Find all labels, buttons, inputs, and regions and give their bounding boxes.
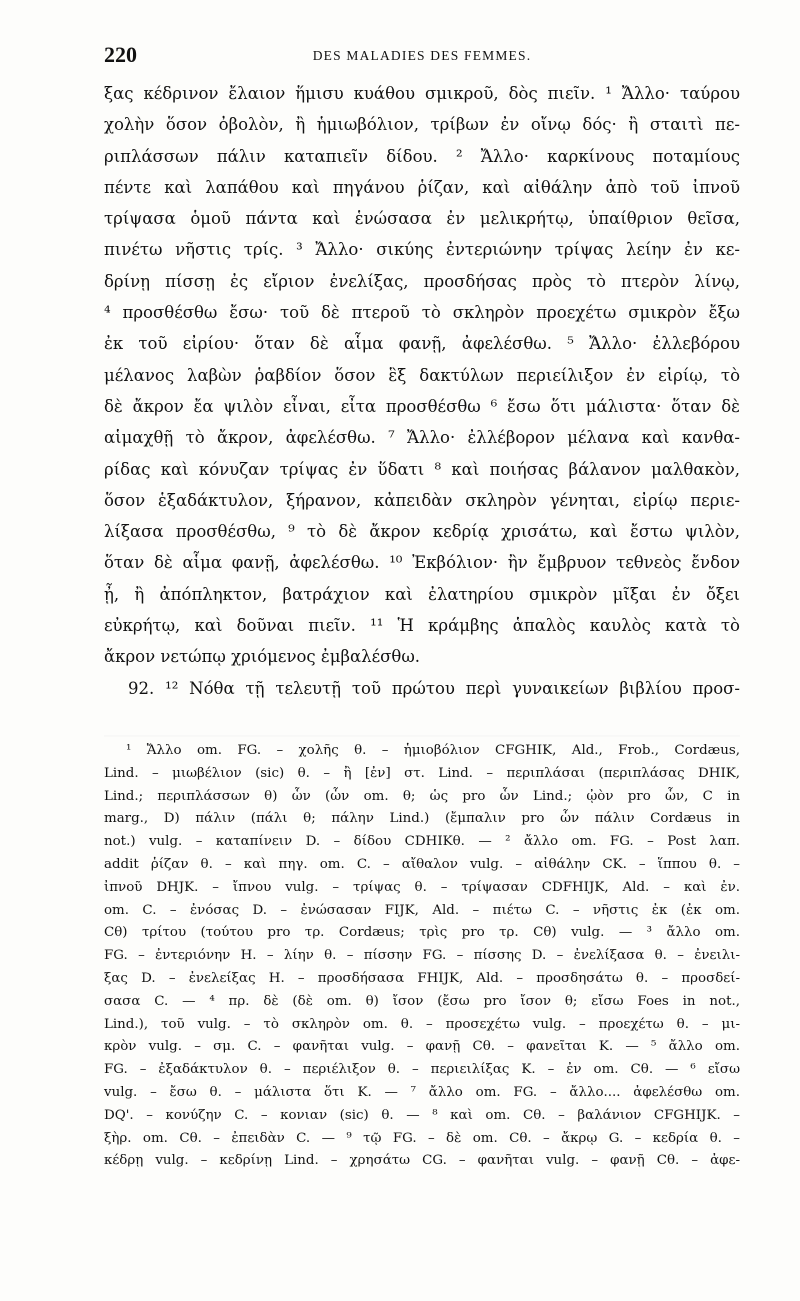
text-line: 92. ¹² Νόθα τῇ τελευτῇ τοῦ πρώτου περὶ γυναικείων βιβλίου προσ-: [128, 678, 740, 698]
text-line: ᾖ, ἢ ἀπόπληκτον, βατράχιον καὶ ἐλατηρίου σμικρὸν μῖξαι ἐν ὄξει: [104, 584, 740, 604]
running-title: DES MALADIES DES FEMMES.: [312, 48, 532, 63]
footnote-line: not.) vulg. – καταπίνειν D. – δίδου CDHIKθ. — ² ἄλλο om. FG. – Post λαπ.: [104, 834, 740, 850]
footnote-line: Cθ) τρίτου (τούτου pro τρ. Cordæus; τρὶς pro τρ. Cθ) vulg. — ³ ἄλλο om.: [104, 925, 740, 941]
text-line: ξας κέδρινον ἔλαιον ἥμισυ κυάθου σμικροῦ, δὸς πιεῖν. ¹ Ἄλλο· ταύρου: [104, 84, 740, 103]
footnote-line: Lind.), τοῦ vulg. – τὸ σκληρὸν om. θ. – προσεχέτω vulg. – προεχέτω θ. – μι-: [104, 1016, 740, 1032]
footnote-line: om. C. – ἐνόσας D. – ἐνώσασαν FIJK, Ald. – πιέτω C. – νῆστις ἐκ (ἐκ om.: [104, 902, 740, 918]
footnote-line: ξὴρ. om. Cθ. – ἐπειδὰν C. — ⁹ τῷ FG. – δὲ om. Cθ. – ἄκρῳ G. – κεδρία θ. –: [104, 1130, 740, 1146]
footnote-line: κέδρῃ vulg. – κεδρίνῃ Lind. – χρησάτω CG. – φανῆται vulg. – φανῇ Cθ. – ἀφε-: [104, 1153, 740, 1169]
text-line: πινέτω νῆστις τρίς. ³ Ἄλλο· σικύης ἐντεριώνην τρίψας λείην ἐν κε-: [104, 240, 740, 260]
text-line: εὐκρήτῳ, καὶ δοῦναι πιεῖν. ¹¹ Ἡ κράμβης ἁπαλὸς καυλὸς κατὰ τὸ: [104, 616, 740, 636]
text-line: ἐκ τοῦ εἰρίου· ὅταν δὲ αἷμα φανῇ, ἀφελέσθω. ⁵ Ἄλλο· ἐλλεβόρου: [104, 334, 740, 354]
footnote-line: ξας D. – ἐνελείξας H. – προσδήσασα FHIJK, Ald. – προσδησάτω θ. – προσδεί-: [104, 970, 740, 986]
text-line: λίξασα προσθέσθω, ⁹ τὸ δὲ ἄκρον κεδρίᾳ χρισάτω, καὶ ἔστω ψιλὸν,: [104, 522, 740, 542]
text-line: ριπλάσσων πάλιν καταπιεῖν δίδου. ² Ἄλλο· καρκίνους ποταμίους: [104, 146, 740, 166]
footnote-line: Lind.; περιπλάσσων θ) ὧν (ὧν om. θ; ὡς pro ὧν Lind.; ᾠὸν pro ὧν, C in: [104, 788, 740, 804]
footnote-line: FG. – ἐξαδάκτυλον θ. – περιέλιξον θ. – περιειλίξας K. – ἐν om. Cθ. — ⁶ εἴσω: [104, 1062, 740, 1078]
footnote-line: DQ'. – κονύζην C. – κονιαν (sic) θ. — ⁸ καὶ om. Cθ. – βαλάνιον CFGHIJK. –: [104, 1107, 740, 1123]
text-line: ρίδας καὶ κόνυζαν τρίψας ἐν ὕδατι ⁸ καὶ ποιήσας βάλανον μαλθακὸν,: [104, 459, 740, 479]
footnote-line: κρὸν vulg. – σμ. C. – φανῆται vulg. – φανῇ Cθ. – φανεῖται K. — ⁵ ἄλλο om.: [104, 1039, 740, 1055]
footnote-line: marg., D) πάλιν (πάλι θ; πάλην Lind.) (ἔμπαλιν pro ὧν πάλιν Cordæus in: [104, 811, 740, 827]
text-line: χολὴν ὅσον ὀβολὸν, ἢ ἡμιωβόλιον, τρίβων ἐν οἴνῳ δός· ἢ σταιτὶ πε-: [104, 115, 740, 135]
text-line: ἄκρον νετώπῳ χριόμενος ἐμβαλέσθω.: [104, 647, 421, 667]
footnote-line: vulg. – ἔσω θ. – μάλιστα ὅτι K. — ⁷ ἄλλο om. FG. – ἄλλο.... ἀφελέσθω om.: [104, 1084, 740, 1100]
footnote-line: Lind. – μιωβέλιον (sic) θ. – ἢ [ἐν] στ. Lind. – περιπλάσαι (περιπλάσας DHIK,: [104, 765, 740, 781]
text-line: αἱμαχθῇ τὸ ἄκρον, ἀφελέσθω. ⁷ Ἄλλο· ἐλλέβορον μέλανα καὶ κανθα-: [104, 428, 740, 448]
page-header: [104, 42, 740, 70]
footnote-line: ¹ Ἄλλο om. FG. – χολῆς θ. – ἡμιοβόλιον CFGHIK, Ald., Frob., Cordæus,: [126, 743, 740, 758]
text-line: ⁴ προσθέσθω ἔσω· τοῦ δὲ πτεροῦ τὸ σκληρὸν προεχέτω σμικρὸν ἔξω: [104, 303, 740, 323]
text-line: μέλανος λαβὼν ῥαβδίον ὅσον ἓξ δακτύλων περιείλιξον ἐν εἰρίῳ, τὸ: [104, 365, 740, 385]
footnote-line: FG. – ἐντεριόνην H. – λίην θ. – πίσσην FG. – πίσσης D. – ἐνελίξασα θ. – ἐνειλι-: [104, 948, 740, 964]
page-number: 220: [104, 42, 137, 67]
text-line: δὲ ἄκρον ἔα ψιλὸν εἶναι, εἶτα προσθέσθω ⁶ ἔσω ὅτι μάλιστα· ὅταν δὲ: [104, 396, 740, 416]
footnote-line: σασα C. — ⁴ πρ. δὲ (δὲ om. θ) ἴσον (ἔσω pro ἴσον θ; εἴσω Foes in not.,: [104, 993, 740, 1009]
footnote-line: ἰπνοῦ DHJK. – ἴπνου vulg. – τρίψας θ. – τρίψασαν CDFHIJK, Ald. – καὶ ἐν.: [104, 879, 740, 895]
footnote-rule: [104, 733, 740, 739]
footnote-line: addit ῥίζαν θ. – καὶ πηγ. om. C. – αἴθαλον vulg. – αἰθάλην CK. – ἵππου θ. –: [104, 856, 740, 872]
text-line: ὅσον ἑξαδάκτυλον, ξήρανον, κἀπειδὰν σκληρὸν γένηται, εἰρίῳ περιε-: [104, 490, 740, 510]
text-line: πέντε καὶ λαπάθου καὶ πηγάνου ῥίζαν, καὶ αἰθάλην ἀπὸ τοῦ ἰπνοῦ: [104, 177, 740, 197]
text-line: δρίνῃ πίσσῃ ἐς εἴριον ἐνελίξας, προσδήσας πρὸς τὸ πτερὸν λίνῳ,: [104, 271, 740, 291]
text-line: τρίψασα ὁμοῦ πάντα καὶ ἑνώσασα ἐν μελικρήτῳ, ὑπαίθριον θεῖσα,: [104, 209, 740, 229]
main-text: [104, 78, 740, 704]
footnotes: [104, 740, 740, 1173]
text-line: ὅταν δὲ αἷμα φανῇ, ἀφελέσθω. ¹⁰ Ἐκβόλιον· ἢν ἔμβρυον τεθνεὸς ἔνδον: [104, 553, 740, 573]
